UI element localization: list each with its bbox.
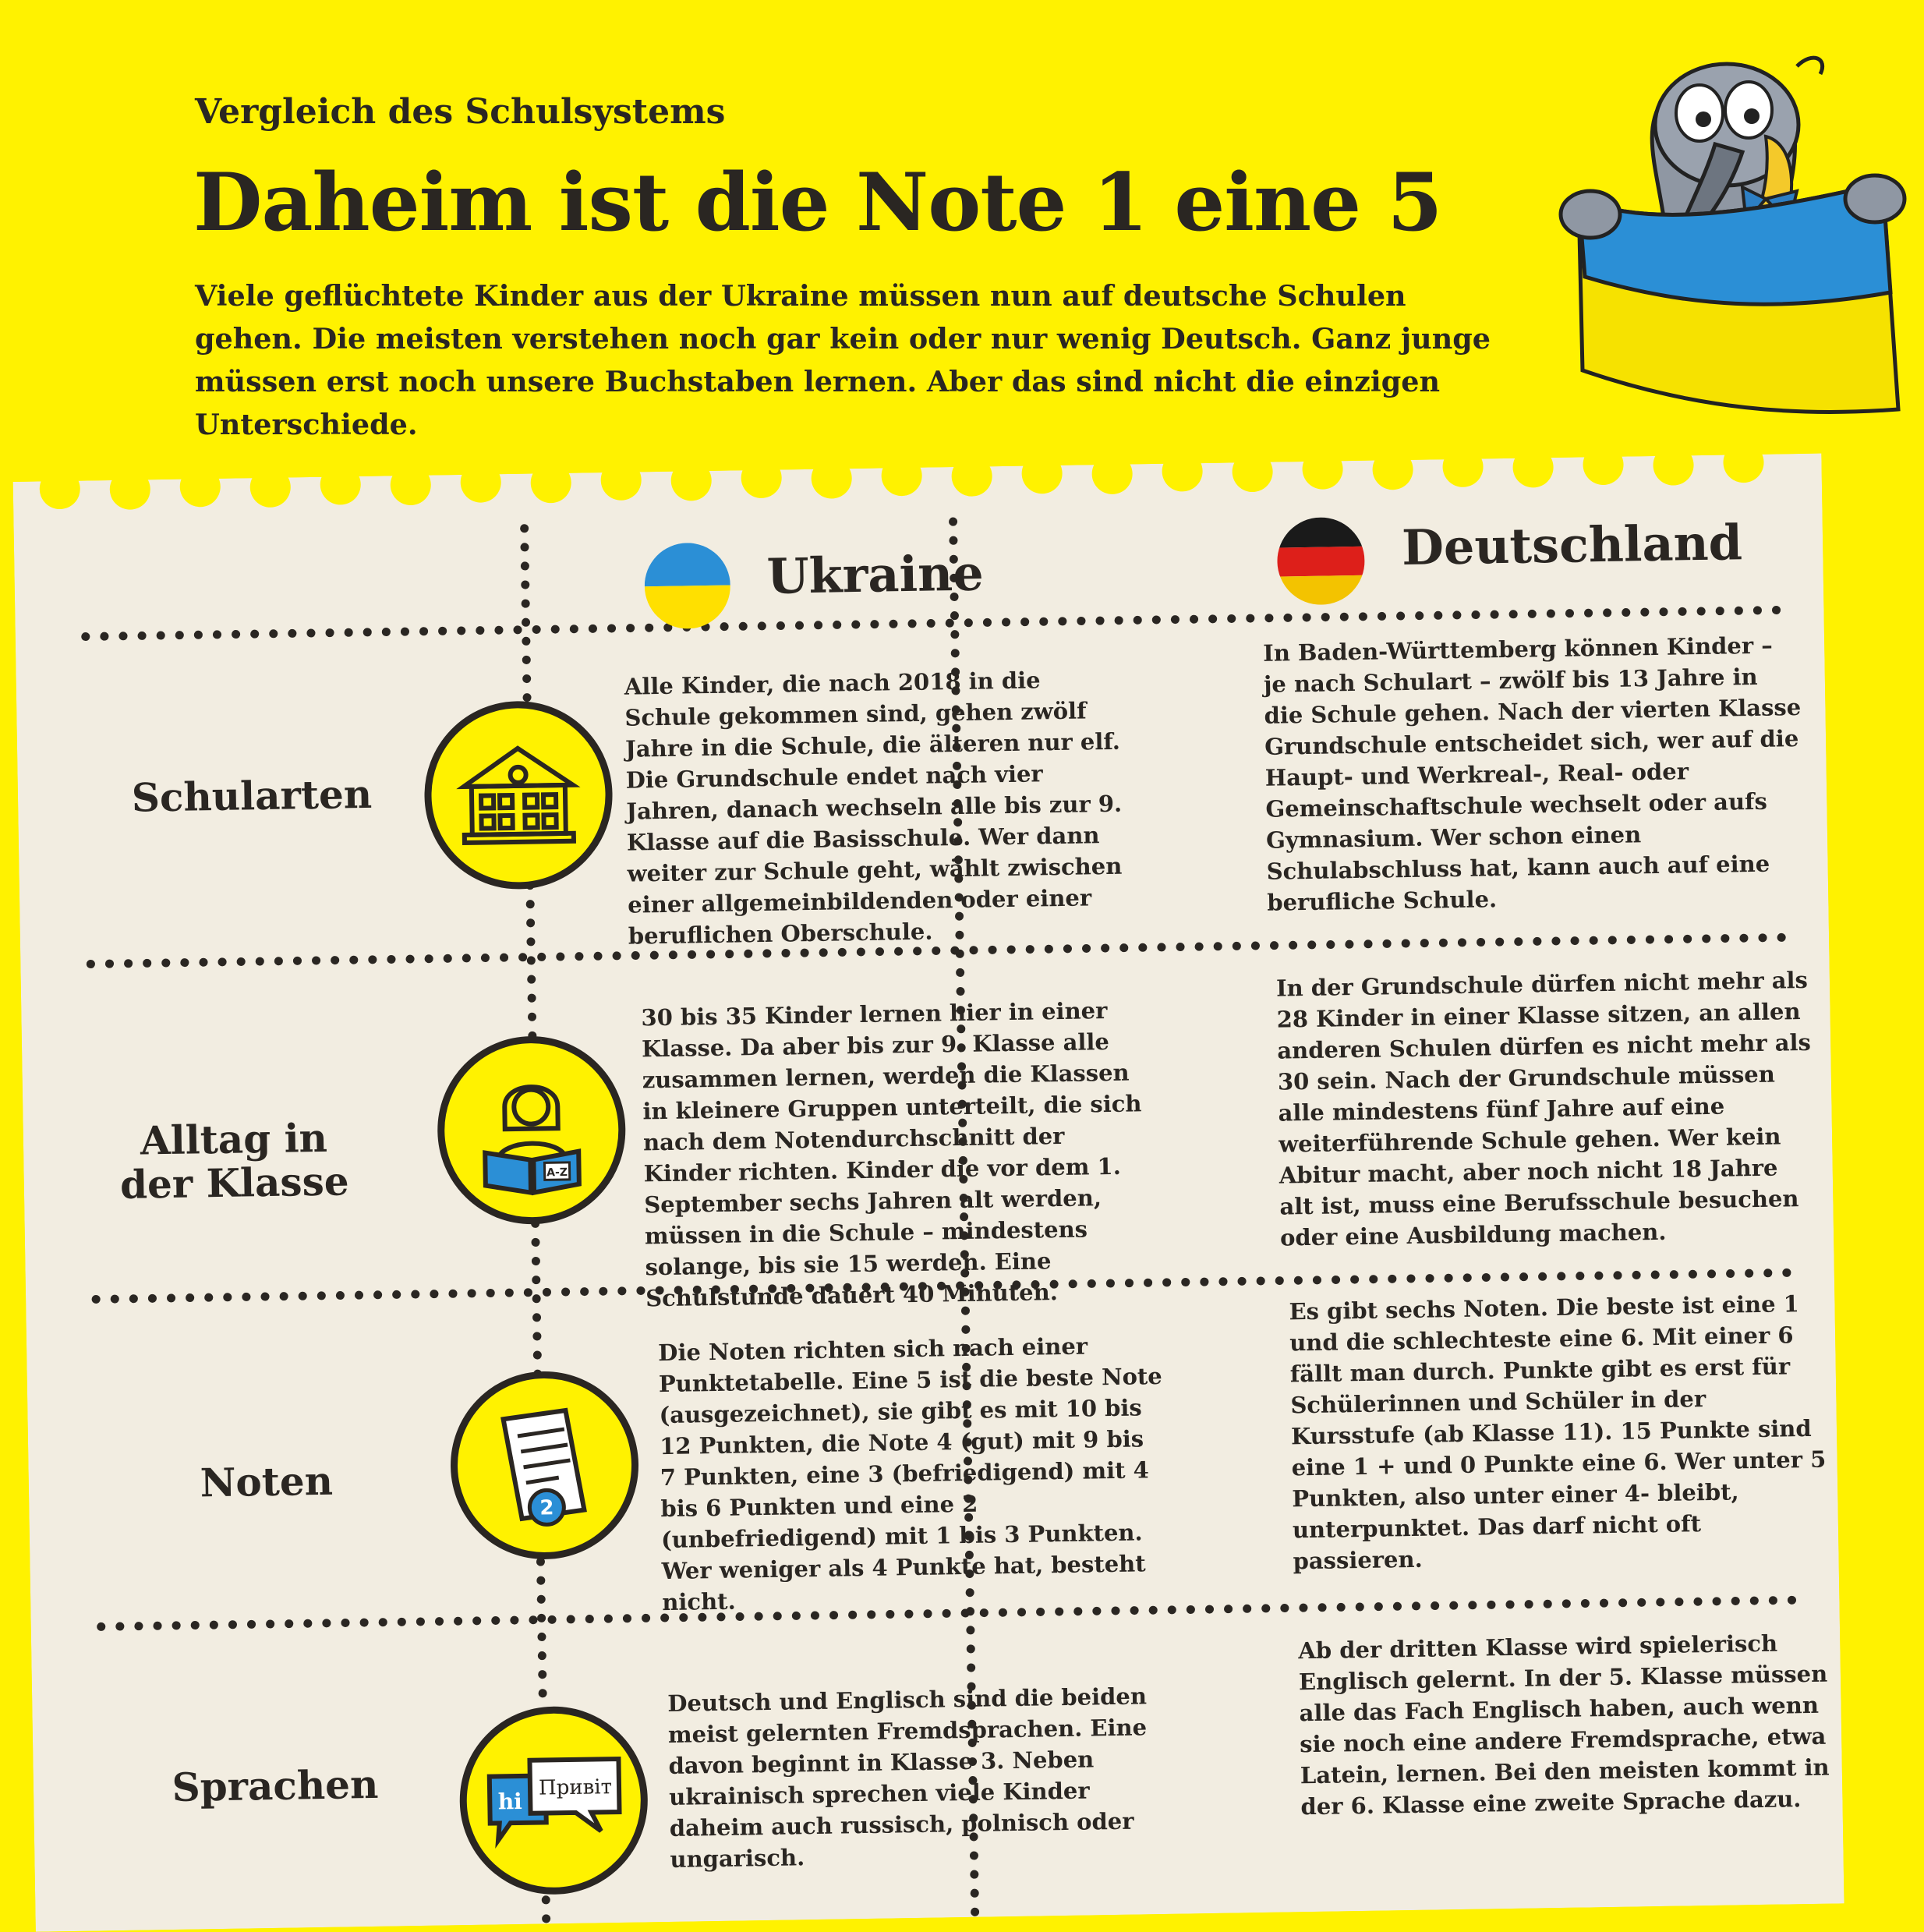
page-title: Daheim ist die Note 1 eine 5 bbox=[193, 156, 1442, 249]
cell-alltag-germany: In der Grundschule dürfen nicht mehr als 28 Kinder in einer Klasse sitzen, an allen anderen Schulen dürfen es nicht mehr als 30 sein. Nach der Grundschule müssen alle mindestens fünf Jahre auf eine weiterführende Schule gehen. Wer kein Abitur macht, aber noch nicht 18 Jahre alt ist, muss eine Berufsschule besuchen oder eine Ausbildung machen. bbox=[1275, 966, 1812, 1251]
cell-noten-ukraine: Die Noten richten sich nach einer Punktetabelle. Eine 5 ist die beste Note (ausgezeichnet), sie gibt es mit 10 bis 12 Punkten, die Note 4 (gut) mit 9 bis 7 Punkten, eine 3 (befriedigend) mit 4 bis 6 Punkten und eine 2 (unbefriedigend) mit 1 bis 3 Punkten. Wer weniger als 4 Punkte hat, besteht nicht. bbox=[658, 1332, 1162, 1616]
cell-alltag-ukraine: 30 bis 35 Kinder lernen hier in einer Klasse. Da aber bis zur 9. Klasse alle zusammen lernen, werden die Klassen in kleinere Gruppen unterteilt, die sich nach dem Notendurchschnitt der Kinder richten. Kinder die vor dem 1. September sechs Jahren alt werden, müssen in die Schule – mindestens solange, bis sie 15 werden. Eine Schulstunde dauert 40 Minuten. bbox=[641, 997, 1142, 1312]
speech-bubbles-icon bbox=[457, 1704, 650, 1897]
column-header-ukraine: Ukraine bbox=[766, 544, 985, 605]
row-label-sprachen: Sprachen bbox=[172, 1760, 379, 1810]
svg-text:Привіт: Привіт bbox=[538, 1775, 613, 1800]
svg-text:2: 2 bbox=[539, 1496, 554, 1520]
column-header-germany: Deutschland bbox=[1401, 514, 1743, 577]
cell-sprachen-germany: Ab der dritten Klasse wird spielerisch Englisch gelernt. In der 5. Klasse müssen alle das Fach Englisch haben, auch wenn sie noch eine andere Fremdsprache, etwa Latein, lernen. Bei den meisten kommt in der 6. Klasse eine zweite Sprache dazu. bbox=[1298, 1629, 1830, 1821]
row-label-schularten: Schularten bbox=[131, 770, 373, 821]
comparison-table bbox=[12, 423, 1844, 1932]
kicker: Vergleich des Schulsystems bbox=[195, 92, 726, 132]
svg-text:hi: hi bbox=[497, 1788, 523, 1815]
cell-sprachen-ukraine: Deutsch und Englisch sind die beiden meist gelernten Fremdsprachen. Eine davon beginnt in Klasse 3. Neben ukrainisch sprechen viele Kinder daheim auch russisch, polnisch oder ungarisch. bbox=[667, 1683, 1148, 1873]
graded-paper-icon bbox=[448, 1369, 642, 1562]
row-label-noten: Noten bbox=[200, 1457, 334, 1506]
teacher-book-icon bbox=[435, 1034, 628, 1227]
cell-noten-germany: Es gibt sechs Noten. Die beste ist eine 1 und die schlechteste eine 6. Mit einer 6 fällt man durch. Punkte gibt es erst für Schülerinnen und Schüler in der Kursstufe (ab Klasse 11). 15 Punkte sind eine 1 + und 0 Punkte eine 6. Wer unter 5 Punkten, also unter einer 4- bleibt, unterpunktet. Das darf nicht oft passieren. bbox=[1289, 1290, 1827, 1575]
svg-text:A-Z: A-Z bbox=[546, 1166, 568, 1180]
mascot-with-flag-icon bbox=[1547, 43, 1914, 421]
cell-schularten-ukraine: Alle Kinder, die nach 2018 in die Schule gekommen sind, gehen zwölf Jahre in die Schule, die älteren nur elf. Die Grundschule endet nach vier Jahren, danach wechseln alle bis zur 9. Klasse auf die Basisschule. Wer dann weiter zur Schule geht, wählt zwischen einer allgemeinbildenden oder einer beruflichen Oberschule. bbox=[624, 667, 1123, 950]
row-label-alltag: Alltag in der Klasse bbox=[119, 1114, 349, 1208]
intro-text: Viele geflüchtete Kinder aus der Ukraine müssen nun auf deutsche Schulen gehen. Die meisten verstehen noch gar kein oder nur wenig Deutsch. Ganz junge müssen erst noch unsere Buchstaben lernen. Aber das sind nicht die einzigen Unterschiede. bbox=[195, 279, 1491, 441]
school-building-icon bbox=[422, 699, 615, 892]
cell-schularten-germany: In Baden-Württemberg können Kinder – je nach Schulart – zwölf bis 13 Jahre in die Schule gehen. Nach der vierten Klasse Grundschule entscheidet sich, wer auf die Haupt- und Werkreal-, Real- oder Gemeinschaftschule wechselt oder aufs Gymnasium. Wer schon einen Schulabschluss hat, kann auch auf eine berufliche Schule. bbox=[1263, 632, 1802, 916]
